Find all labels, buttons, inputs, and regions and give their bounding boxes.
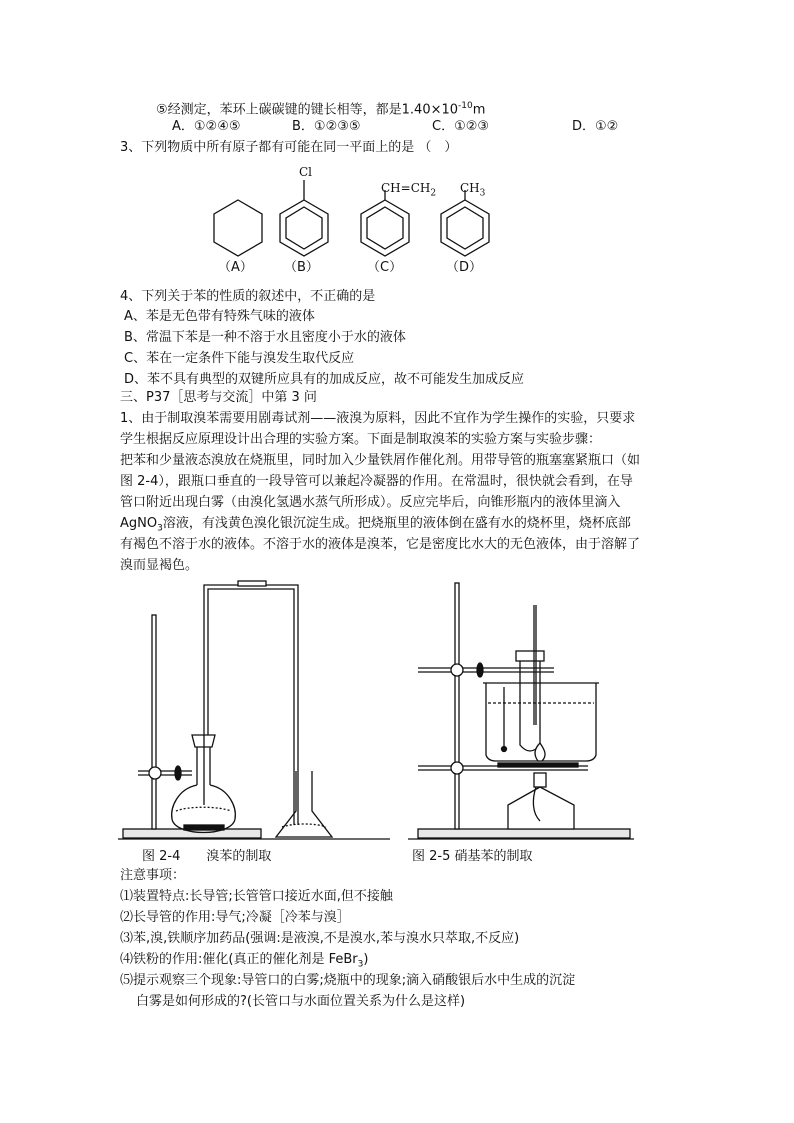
section3-p6 [120,515,631,538]
stand-rod [455,583,459,829]
test-tube [520,661,540,751]
methyl-text: CH [460,181,480,195]
q2-option-b: B．①②③⑤ [292,119,361,134]
substituent-methyl-label [460,179,485,202]
structure-b-ring [280,200,328,256]
structure-label-a: （A） [218,260,253,275]
figure-2-5-caption: 图 2-5 硝基苯的制取 [412,849,533,864]
structure-label-c: （C） [367,260,403,275]
structure-d-inner-ring [447,207,483,249]
figure-2-4-bromobenzene-apparatus [118,575,398,845]
clamp-knob [149,767,161,779]
agno3-text: AgNO [120,516,158,531]
q2-item5-unit: m [472,102,486,118]
section3-p6-rest: 溶液，有浅黄色溴化银沉淀生成。把烧瓶里的液体倒在盛有水的烧杯里，烧杯底部 [162,516,631,531]
structure-d-ring [441,200,489,256]
section3-p1: 1、由于制取溴苯需要用剧毒试剂——液溴为原料，因此不宜作为学生操作的实验，只要求 [120,411,636,426]
q2-option-d: D．①② [572,119,619,134]
note-6: 白雾是如何形成的?(长管口与水面位置关系为什么是这样) [136,994,466,1009]
section3-p4: 图 2-4），跟瓶口垂直的一段导管可以兼起冷凝器的作用。在常温时，很快就会看到，在导 [120,474,633,489]
section3-p7: 有褐色不溶于水的液体。不溶于水的液体是溴苯，它是密度比水大的无色液体，由于溶解了 [120,537,641,552]
section3-p5: 管口附近出现白雾（由溴化氢遇水蒸气所形成）。反应完毕后，向锥形瓶内的液体里滴入 [120,495,621,510]
figure-2-4-caption: 图 2-4 溴苯的制取 [142,849,272,864]
alcohol-lamp [508,787,574,829]
figure-2-5-nitrobenzene-apparatus [408,575,638,845]
substituent-vinyl-label [381,179,436,202]
q3-stem: 3、下列物质中所有原子都有可能在同一平面上的是 （ ） [120,140,458,155]
section3-p8: 溴而显褐色。 [120,558,199,573]
note-4-text: ⑷铁粉的作用:催化(真正的催化剂是 FeBr [120,952,358,967]
erlenmeyer-flask [276,771,332,837]
q4-option-d: D、苯不具有典型的双键所应具有的加成反应，故不可能发生加成反应 [124,372,525,387]
structure-a-cyclohexane [214,200,262,256]
vinyl-text: CH=CH [381,181,431,195]
section3-heading: 三、P37［思考与交流］中第 3 问 [120,390,317,405]
section3-p3: 把苯和少量液态溴放在烧瓶里，同时加入少量铁屑作催化剂。用带导管的瓶塞塞紧瓶口（如 [120,453,641,468]
structure-b-inner-ring [286,207,322,249]
section3-p2: 学生根据反应原理设计出合理的实验方案。下面是制取溴苯的实验方案与实验步骤： [120,432,602,447]
alcohol-lamp-flame [535,743,545,761]
methyl-subscript: 3 [479,188,486,199]
vinyl-subscript: 2 [430,188,437,199]
q2-option-a: A．①②④⑤ [172,119,241,134]
q4-option-b: B、常温下苯是一种不溶于水且密度小于水的液体 [124,330,406,345]
q2-item5-exponent: -10 [458,101,473,111]
note-2: ⑵长导管的作用:导气;冷凝［冷苯与溴］ [120,910,350,925]
long-condenser-tube [204,585,298,725]
structure-c-ring [361,200,409,256]
note-4 [120,951,368,974]
structure-label-b: （B） [284,260,319,275]
note-4-close: ) [363,952,369,967]
note-3: ⑶苯,溴,铁顺序加药品(强调:是液溴,不是溴水,苯与溴水只萃取,不反应) [120,931,520,946]
note-1: ⑴装置特点:长导管;长管管口接近水面,但不接触 [120,889,393,904]
agno3-subscript: 3 [157,523,163,534]
structure-c-inner-ring [367,207,403,249]
febr3-subscript: 3 [357,959,364,970]
substituent-cl-label: Cl [299,165,313,179]
q2-item5 [156,97,485,119]
test-tube-stopper [516,651,544,661]
stand-rod [152,615,156,829]
structure-label-d: （D） [446,260,483,275]
q4-option-c: C、苯在一定条件下能与溴发生取代反应 [124,351,355,366]
stand-base [418,829,630,838]
q2-option-c: C．①②③ [432,119,490,134]
notes-heading: 注意事项： [120,868,186,883]
note-5: ⑸提示观察三个现象:导管口的白雾;烧瓶中的现象;滴入硝酸银后水中生成的沉淀 [120,973,576,988]
q2-item5-text: ⑤经测定，苯环上碳碳键的键长相等，都是1.40×10 [156,102,459,118]
q4-stem: 4、下列关于苯的性质的叙述中，不正确的是 [120,289,376,304]
q4-option-a: A、苯是无色带有特殊气味的液体 [124,309,315,324]
